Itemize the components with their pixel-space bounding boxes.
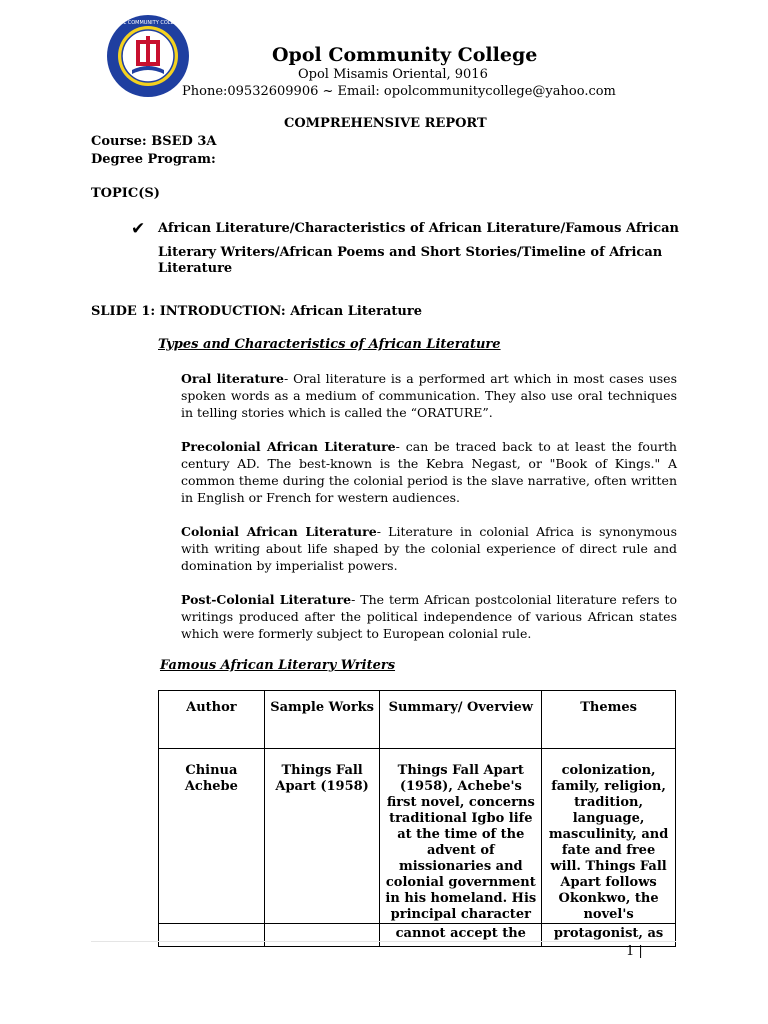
- paragraph-text: - can be traced back to at least the fourth century AD. The best-known is the Kebra Negast, or "Book of Kings." A common theme during the colonial period is the slave narrative, often written in English or French for western audiences.: [181, 439, 677, 505]
- paragraph-text: - Oral literature is a performed art which in most cases uses spoken words as a medium of communication. They also use oral techniques in telling stories which is called the “ORATURE”.: [181, 371, 677, 420]
- paragraph-oral-literature: [181, 370, 677, 421]
- table-row: [159, 924, 676, 947]
- college-address: Opol Misamis Oriental, 9016: [298, 67, 488, 82]
- course-line: Course: BSED 3A: [91, 134, 217, 149]
- header-summary: Summary/ Overview: [380, 691, 542, 749]
- cell-themes: protagonist, as: [542, 924, 676, 947]
- header-author: Author: [159, 691, 265, 749]
- svg-text:OPOL COMMUNITY COLLEGE: OPOL COMMUNITY COLLEGE: [112, 20, 184, 26]
- cell-summary: Things Fall Apart (1958), Achebe's first novel, concerns traditional Igbo life at the time of the advent of missionaries and colonial government in his homeland. His principal character: [380, 749, 542, 924]
- report-title: COMPREHENSIVE REPORT: [284, 116, 487, 131]
- topics-label: TOPIC(S): [91, 186, 160, 201]
- college-contact: Phone:09532609906 ~ Email: opolcommunitycollege@yahoo.com: [182, 84, 616, 99]
- topics-line-1: African Literature/Characteristics of African Literature/Famous African: [158, 221, 679, 236]
- types-heading: Types and Characteristics of African Literature: [158, 337, 501, 352]
- table-header-row: [159, 691, 676, 749]
- writers-table: [158, 690, 676, 947]
- cell-summary: cannot accept the: [380, 924, 542, 947]
- paragraph-term: Post-Colonial Literature: [181, 592, 352, 607]
- slide-heading: SLIDE 1: INTRODUCTION: African Literature: [91, 304, 422, 319]
- cell-sample-works: Things Fall Apart (1958): [264, 749, 380, 924]
- paragraph-precolonial-literature: [181, 438, 677, 506]
- paragraph-postcolonial-literature: [181, 591, 677, 642]
- table-row: [159, 749, 676, 924]
- cell-author: Chinua Achebe: [159, 749, 265, 924]
- paragraph-term: Oral literature: [181, 371, 284, 386]
- cell-author: [159, 924, 265, 947]
- college-name: Opol Community College: [272, 44, 538, 66]
- page-number: 1 |: [626, 944, 643, 959]
- footer-divider: [91, 941, 676, 942]
- header-themes: Themes: [542, 691, 676, 749]
- paragraph-text: - The term African postcolonial literature refers to writings produced after the political independence of various African states which were formerly subject to European colonial rule.: [181, 592, 677, 641]
- cell-sample-works: [264, 924, 380, 947]
- course-block: [91, 133, 216, 169]
- checkmark-icon: ✔: [131, 219, 146, 239]
- college-seal-logo: [106, 14, 190, 98]
- paragraph-text: - Literature in colonial Africa is synonymous with writing about life shaped by the colonial experience of direct rule and domination by imperialist powers.: [181, 524, 677, 573]
- cell-themes: colonization, family, religion, tradition, language, masculinity, and fate and free will. Things Fall Apart follows Okonkwo, the novel's: [542, 749, 676, 924]
- paragraph-colonial-literature: [181, 523, 677, 574]
- paragraph-term: Precolonial African Literature: [181, 439, 396, 454]
- paragraph-term: Colonial African Literature: [181, 524, 377, 539]
- topics-list: [158, 221, 698, 277]
- degree-line: Degree Program:: [91, 152, 216, 167]
- writers-heading: Famous African Literary Writers: [160, 658, 396, 673]
- topics-line-2: Literary Writers/African Poems and Short Stories/Timeline of African Literature: [158, 245, 663, 276]
- header-sample-works: Sample Works: [264, 691, 380, 749]
